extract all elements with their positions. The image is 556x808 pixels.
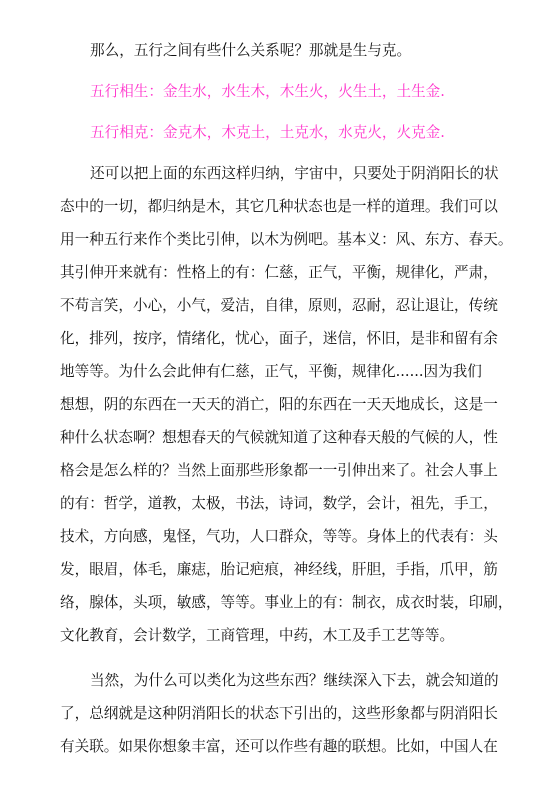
paragraph-line: 其引伸开来就有：性格上的有：仁慈，正气，平衡，规律化，严肃， [60,264,498,281]
sheng-line: 五行相生：金生水，水生木，木生火，火生土，土生金. [90,83,445,100]
paragraph-line: 当然，为什么可以类化为这些东西？继续深入下去，就会知道的 [90,672,499,689]
spacer [60,149,512,157]
paragraph-line: 的有：哲学，道教，太极，书法，诗词，数学，会计，祖先，手工， [60,495,498,512]
paragraph-line: 了，总纲就是这种阴消阳长的状态下引出的，这些形象都与阴消阳长 [60,705,498,722]
intro-line: 那么，五行之间有些什么关系呢？那就是生与克。 [90,42,412,59]
paragraph-line: 想想，阴的东西在一天天的消亡，阳的东西在一天天地成长，这是一 [60,396,498,413]
paragraph-2 [60,664,512,763]
paragraph-line: 地等等。为什么会此伸有仁慈，正气，平衡，规律化......因为我们 [60,363,482,380]
paragraph-line: 不苟言笑，小心，小气，爱洁，自律，原则，忍耐，忍让退让，传统 [60,297,498,314]
paragraph-line: 络，腺体，头项，敏感，等等。事业上的有：制衣，成衣时装，印刷， [60,594,512,611]
paragraph-line: 技术，方向感，鬼怪，气功，人口群众，等等。身体上的代表有：头 [60,528,498,545]
paragraph-line: 还可以把上面的东西这样归纳，宇宙中，只要处于阴消阳长的状 [90,165,499,182]
paragraph-line: 有关联。如果你想象丰富，还可以作些有趣的联想。比如，中国人在 [60,738,498,755]
paragraph-line: 化，排列，按序，情绪化，忧心，面子，迷信，怀旧，是非和留有余 [60,330,498,347]
paragraph-line: 种什么状态啊？想想春天的气候就知道了这种春天般的气候的人，性 [60,429,498,446]
ke-line: 五行相克：金克木，木克土，土克水，水克火，火克金. [90,124,445,141]
spacer [60,652,512,664]
paragraph-line: 用一种五行来作个类比引伸，以木为例吧。基本义：风、东方、春天。 [60,231,512,248]
paragraph-line: 格会是怎么样的？当然上面那些形象都一一引伸出来了。社会人事上 [60,462,498,479]
paragraph-line: 态中的一切，都归纳是木，其它几种状态也是一样的道理。我们可以 [60,198,498,215]
paragraph-1 [60,157,512,652]
spacer [60,67,512,75]
spacer [60,108,512,116]
paragraph-line: 文化教育，会计数学，工商管理，中药，木工及手工艺等等。 [60,627,455,644]
paragraph-line: 发，眼眉，体毛，廉痣，胎记疤痕，神经线，肝胆，手指，爪甲，筋 [60,561,498,578]
